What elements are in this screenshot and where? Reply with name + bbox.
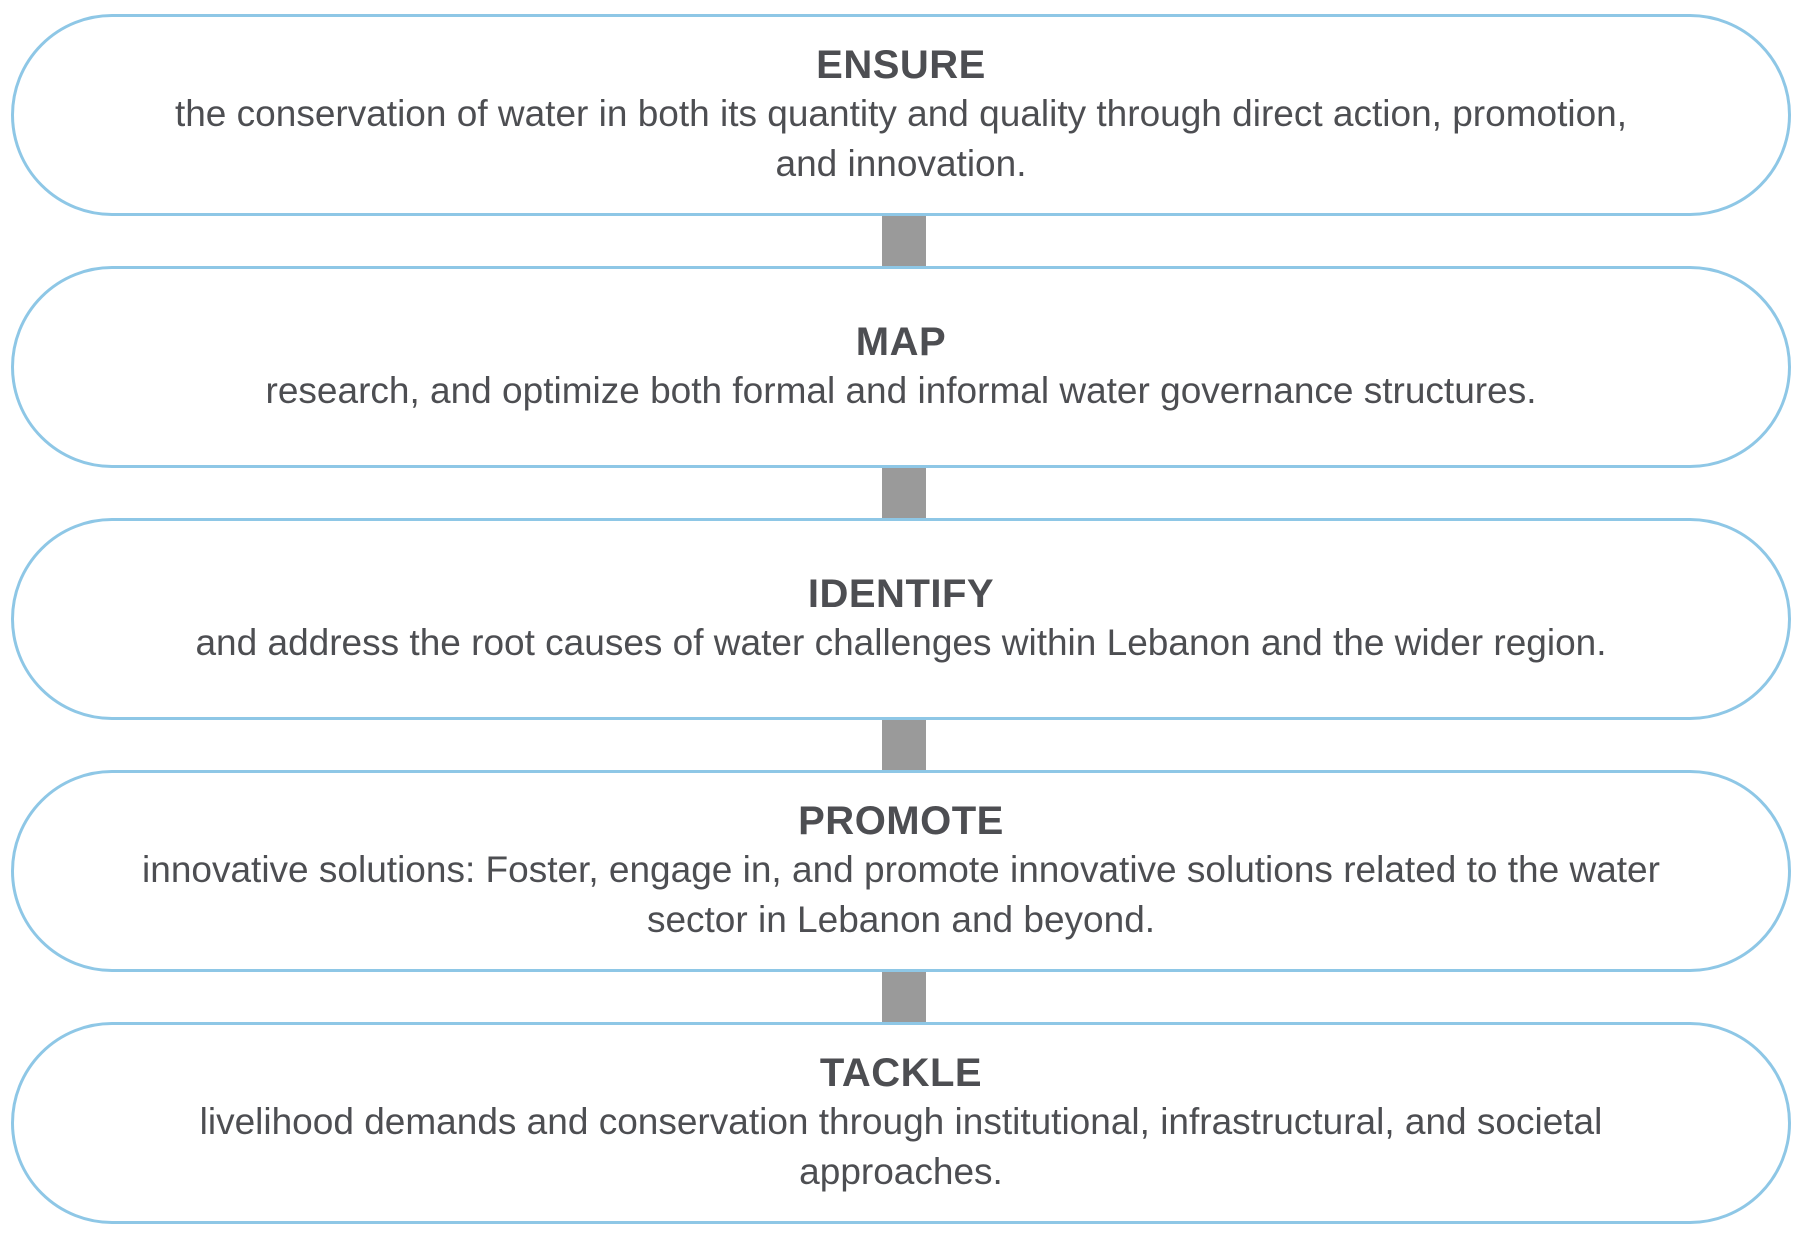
step-description: livelihood demands and conservation through institutional, infrastructural, and societal approaches.	[199, 1101, 1603, 1192]
step-description: and address the root causes of water challenges within Lebanon and the wider region.	[195, 622, 1607, 663]
connector-1-2	[882, 216, 926, 266]
step-title: TACKLE	[819, 1051, 983, 1095]
step-description: innovative solutions: Foster, engage in, and promote innovative solutions related to the water sector in Lebanon and beyond.	[142, 849, 1660, 940]
step-box-map	[11, 266, 1791, 468]
step-box-promote	[11, 770, 1791, 972]
step-title: MAP	[855, 320, 947, 364]
step-title: PROMOTE	[798, 799, 1004, 843]
connector-3-4	[882, 720, 926, 770]
connector-2-3	[882, 468, 926, 518]
step-description: research, and optimize both formal and informal water governance structures.	[265, 370, 1537, 411]
step-box-ensure	[11, 14, 1791, 216]
step-description: the conservation of water in both its quantity and quality through direct action, promotion, and innovation.	[174, 93, 1628, 184]
step-box-tackle	[11, 1022, 1791, 1224]
step-title: IDENTIFY	[807, 572, 995, 616]
connector-4-5	[882, 972, 926, 1022]
step-title: ENSURE	[816, 43, 986, 87]
step-box-identify	[11, 518, 1791, 720]
